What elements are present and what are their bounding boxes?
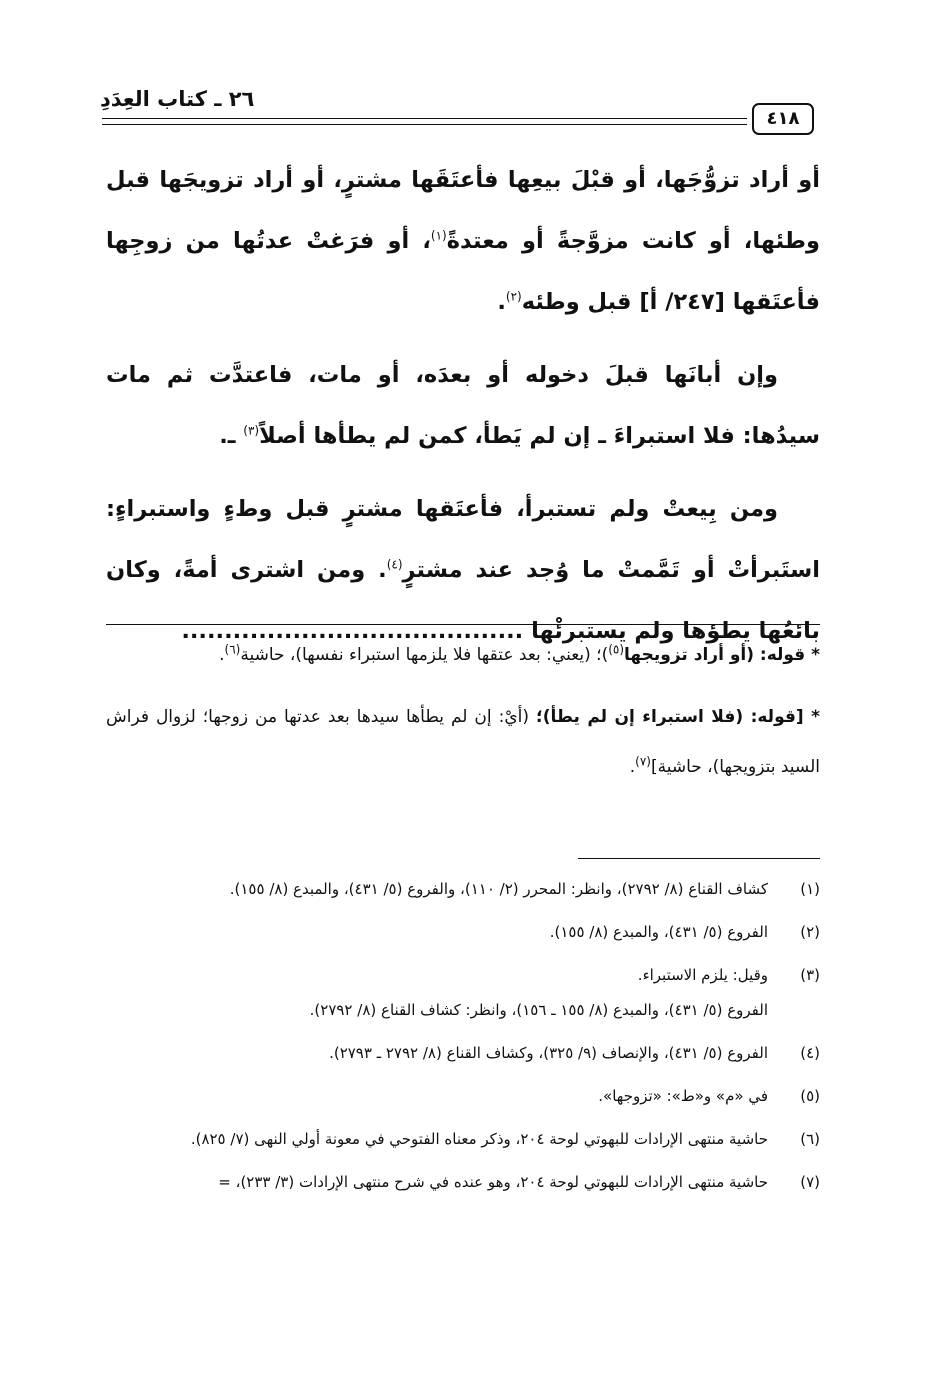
footnote-text: حاشية منتهى الإرادات للبهوتي لوحة ٢٠٤، وهو عنده في شرح منتهى الإرادات (٣/ ٢٣٣)، =	[218, 1173, 768, 1191]
main-paragraph-2	[106, 345, 820, 467]
footnote-2	[106, 915, 820, 950]
footnote-6	[106, 1122, 820, 1157]
main-text-separator	[106, 624, 820, 625]
footnote-text: وقيل: يلزم الاستبراء.	[637, 966, 768, 984]
note-body: )؛ (يعني: بعد عتقها فلا يلزمها استبراء نفسها)، حاشية	[240, 645, 609, 665]
footnote-4	[106, 1036, 820, 1071]
footnote-5	[106, 1079, 820, 1114]
footnote-number: (١)	[800, 880, 820, 898]
note-lead: * قوله: (أو أراد تزويجها	[624, 645, 820, 665]
footnote-3	[106, 958, 820, 1028]
footnote-number: (٧)	[800, 1173, 820, 1191]
footnote-number: (٦)	[800, 1130, 820, 1148]
text-run: ، أو فرَغتْ عدتُها من زوجِها فأعتَقها [٢٤٧/ أ] قبل وطئه	[106, 228, 820, 315]
page-number: ٤١٨	[752, 103, 814, 135]
main-paragraph-1	[106, 150, 820, 333]
text-run: .	[219, 645, 225, 665]
footnote-number: (٣)	[800, 966, 820, 984]
footnote-ref-2[interactable]: (٢)	[505, 289, 522, 304]
footnote-ref-6[interactable]: (٦)	[224, 642, 241, 657]
text-run: وإن أبانَها قبلَ دخوله أو بعدَه، أو مات، فاعتدَّت ثم مات سيدُها: فلا استبراءَ ـ إن لم يَطأ، كمن لم يطأها أصلاً	[106, 362, 820, 449]
footnote-number: (٢)	[800, 923, 820, 941]
footnote-text-continued: الفروع (٥/ ٤٣١)، والمبدع (٨/ ١٥٥ ـ ١٥٦)، وانظر: كشاف القناع (٨/ ٢٧٩٢).	[309, 1001, 768, 1019]
main-text	[106, 150, 820, 674]
footnote-number: (٥)	[800, 1087, 820, 1105]
footnote-ref-4[interactable]: (٤)	[386, 557, 403, 572]
commentary-note-1	[106, 630, 820, 680]
continuation-dots: ........................................	[181, 618, 524, 644]
note-body: (أيْ: إن لم يطأها سيدها بعد عدتها من زوجها؛ لزوال فراش السيد بتزويجها)، حاشية]	[106, 707, 820, 777]
footnote-text: في «م» و«ط»: «تزوجها».	[598, 1087, 768, 1105]
text-run: ومن بِيعتْ ولم تستبرأ، فأعتَقها مشترٍ قبل وطءٍ واستبراءٍ: استَبرأتْ أو تَمَّمتْ ما وُجد عند مشترٍ	[106, 496, 821, 583]
text-run: . ومن اشترى أمةً، وكان بائعُها يطؤها ولم يستبرئْها	[106, 557, 820, 644]
chapter-title: ٢٦ ـ كتاب العِدَدِ	[100, 87, 255, 111]
commentary-notes	[106, 630, 820, 804]
footnotes	[106, 872, 820, 1208]
footnote-ref-3[interactable]: (٣)	[243, 423, 260, 438]
text-run: .	[629, 757, 636, 777]
commentary-note-2	[106, 692, 820, 792]
footnote-text: كشاف القناع (٨/ ٢٧٩٢)، وانظر: المحرر (٢/ ١١٠)، والفروع (٥/ ٤٣١)، والمبدع (٨/ ١٥٥).	[229, 880, 768, 898]
footnote-text: حاشية منتهى الإرادات للبهوتي لوحة ٢٠٤، وذكر معناه الفتوحي في معونة أولي النهى (٧/ ٨٢٥).	[190, 1130, 768, 1148]
header-double-rule	[102, 118, 747, 125]
text-run: .	[497, 289, 506, 315]
footnote-1	[106, 872, 820, 907]
text-run: ـ.	[219, 423, 244, 449]
footnote-number: (٤)	[800, 1044, 820, 1062]
footnote-separator	[578, 858, 820, 859]
note-lead: * [قوله: (فلا استبراء إن لم يطأ)؛	[535, 707, 820, 727]
footnote-ref-7[interactable]: (٧)	[635, 754, 651, 769]
footnote-text: الفروع (٥/ ٤٣١)، والإنصاف (٩/ ٣٢٥)، وكشاف القناع (٨/ ٢٧٩٢ ـ ٢٧٩٣).	[329, 1044, 768, 1062]
footnote-text: الفروع (٥/ ٤٣١)، والمبدع (٨/ ١٥٥).	[549, 923, 768, 941]
footnote-7	[106, 1165, 820, 1200]
text-run: أو أراد تزوُّجَها، أو قبْلَ بيعِها فأعتَقَها مشترٍ، أو أراد تزويجَها قبل وطئها، أو كانت مزوَّجةً أو معتدةً	[106, 167, 820, 254]
footnote-ref-1[interactable]: (١)	[430, 228, 447, 243]
footnote-ref-5[interactable]: (٥)	[608, 642, 625, 657]
